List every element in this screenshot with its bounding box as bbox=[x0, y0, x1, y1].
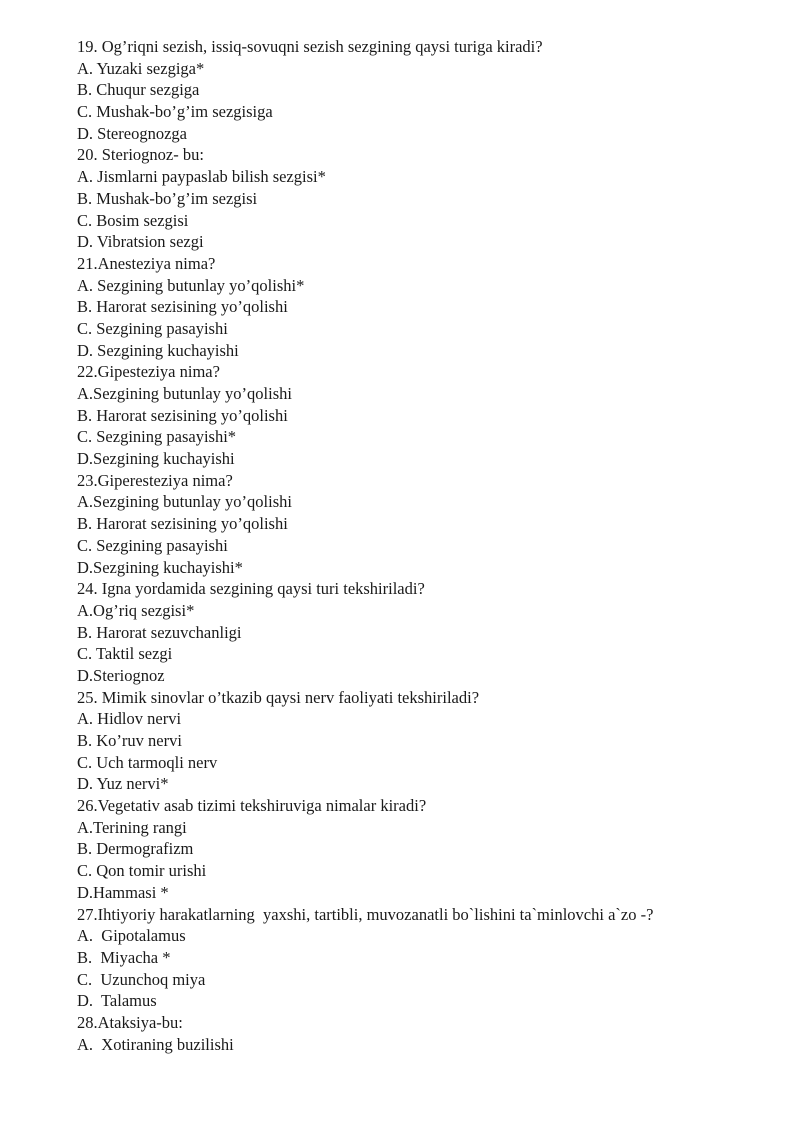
answer-option: A.Sezgining butunlay yo’qolishi bbox=[77, 384, 292, 403]
answer-option: C. Sezgining pasayishi* bbox=[77, 427, 237, 447]
answer-option: A. Xotiraning buzilishi bbox=[77, 1034, 234, 1054]
question-20: 20. Steriognoz- bu: bbox=[77, 145, 204, 165]
question-list bbox=[77, 36, 777, 1055]
answer-option: D.Sezgining kuchayishi* bbox=[77, 557, 243, 577]
answer-option: B. Harorat sezisining yo’qolishi bbox=[77, 297, 288, 317]
answer-option: A. Hidlov nervi bbox=[77, 709, 182, 729]
question-23: 23.Giperesteziya nima? bbox=[77, 470, 233, 490]
answer-option: A. Yuzaki sezgiga* bbox=[77, 58, 205, 78]
question-22: 22.Gipesteziya nima? bbox=[77, 362, 220, 382]
question-19: 19. Og’riqni sezish, issiq-sovuqni sezish sezgining qaysi turiga kiradi? bbox=[77, 37, 543, 56]
answer-option: A. Jismlarni paypaslab bilish sezgisi* bbox=[77, 167, 326, 187]
answer-option: D.Sezgining kuchayishi bbox=[77, 449, 235, 469]
answer-option: A.Terining rangi bbox=[77, 817, 187, 837]
answer-option: C. Qon tomir urishi bbox=[77, 861, 207, 881]
answer-option: D.Steriognoz bbox=[77, 665, 165, 685]
question-26: 26.Vegetativ asab tizimi tekshiruviga nimalar kiradi? bbox=[77, 796, 427, 816]
answer-option: B. Harorat sezisining yo’qolishi bbox=[77, 405, 288, 425]
answer-option: D. Sezgining kuchayishi bbox=[77, 340, 239, 360]
answer-option: D. Vibratsion sezgi bbox=[77, 232, 204, 252]
answer-option: C. Uch tarmoqli nerv bbox=[77, 752, 218, 772]
answer-option: B. Harorat sezisining yo’qolishi bbox=[77, 514, 288, 534]
answer-option: C. Sezgining pasayishi bbox=[77, 535, 228, 555]
answer-option: D.Hammasi * bbox=[77, 882, 169, 902]
answer-option: D. Stereognozga bbox=[77, 123, 187, 143]
answer-option: C. Uzunchoq miya bbox=[77, 969, 206, 989]
question-21: 21.Anesteziya nima? bbox=[77, 253, 216, 273]
answer-option: A. Gipotalamus bbox=[77, 926, 186, 946]
question-24: 24. Igna yordamida sezgining qaysi turi tekshiriladi? bbox=[77, 579, 425, 599]
answer-option: D. Yuz nervi* bbox=[77, 774, 169, 794]
answer-option: B. Chuqur sezgiga bbox=[77, 80, 200, 100]
question-28: 28.Ataksiya-bu: bbox=[77, 1012, 183, 1032]
answer-option: C. Bosim sezgisi bbox=[77, 210, 189, 230]
answer-option: A.Og’riq sezgisi* bbox=[77, 600, 195, 620]
answer-option: B. Mushak-bo’g’im sezgisi bbox=[77, 188, 258, 208]
question-27: 27.Ihtiyoriy harakatlarning yaxshi, tartibli, muvozanatli bo`lishini ta`minlovchi a`zo -? bbox=[77, 904, 654, 924]
answer-option: A.Sezgining butunlay yo’qolishi bbox=[77, 492, 292, 512]
answer-option: C. Sezgining pasayishi bbox=[77, 318, 228, 338]
question-25: 25. Mimik sinovlar o’tkazib qaysi nerv faoliyati tekshiriladi? bbox=[77, 687, 480, 707]
answer-option: B. Dermografizm bbox=[77, 839, 194, 859]
answer-option: D. Talamus bbox=[77, 991, 157, 1011]
answer-option: B. Harorat sezuvchanligi bbox=[77, 622, 242, 642]
answer-option: A. Sezgining butunlay yo’qolishi* bbox=[77, 275, 305, 295]
answer-option: C. Taktil sezgi bbox=[77, 644, 173, 664]
answer-option: B. Miyacha * bbox=[77, 947, 171, 967]
answer-option: C. Mushak-bo’g’im sezgisiga bbox=[77, 102, 273, 122]
answer-option: B. Ko’ruv nervi bbox=[77, 731, 182, 750]
